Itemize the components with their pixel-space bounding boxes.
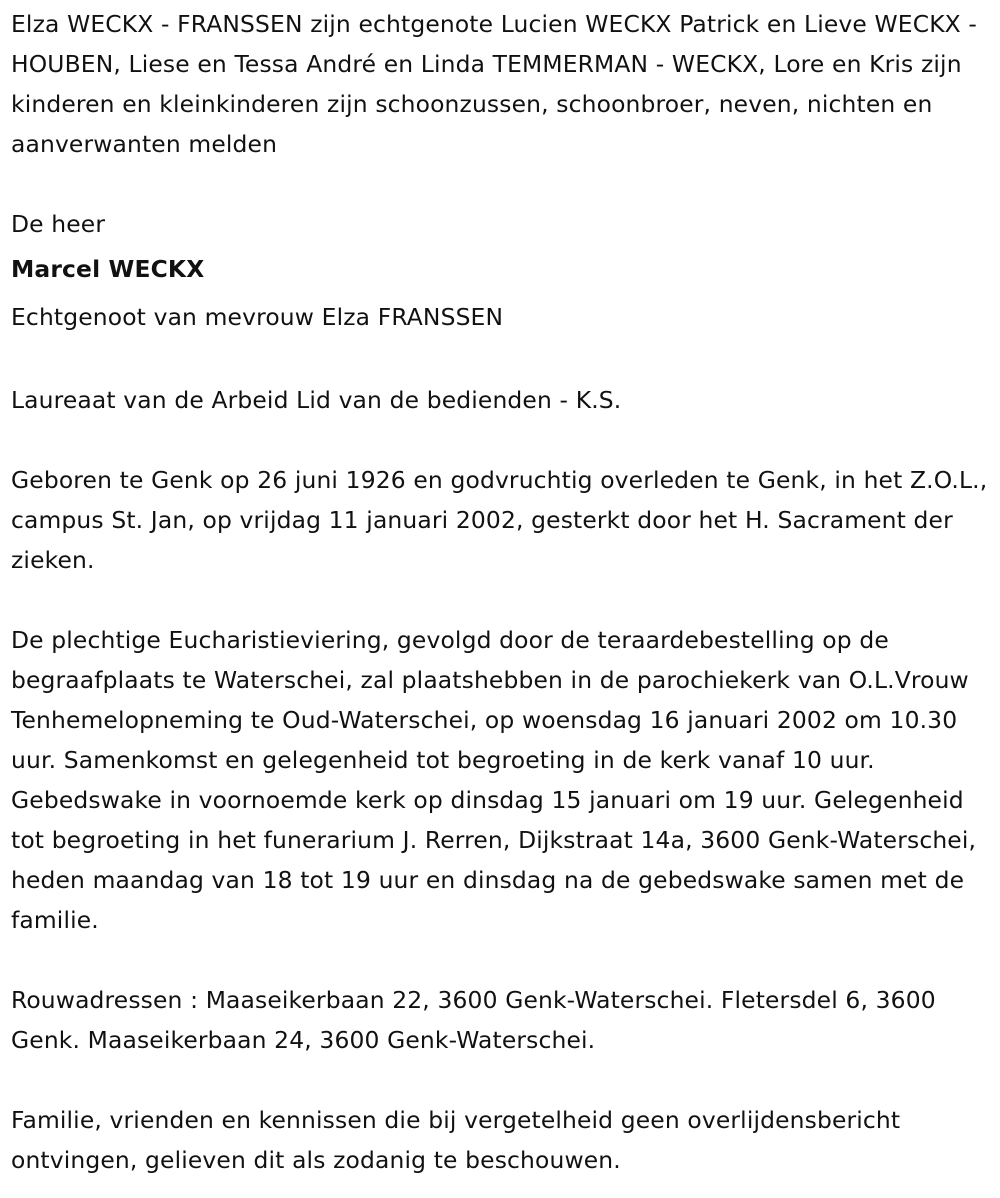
spacer — [11, 340, 992, 380]
honors-line: Laureaat van de Arbeid Lid van de bedienden - K.S. — [11, 386, 622, 414]
spacer — [11, 1060, 992, 1100]
spacer — [11, 940, 992, 980]
ceremony-paragraph: De plechtige Eucharistieviering, gevolgd door de teraardebestelling op de begraafplaats te Waterschei, zal plaatshebben in de parochiekerk van O.L.Vrouw Tenhemelopneming te Oud-Waterschei, op woensdag 16 januari 2002 om 10.30 uur. Samenkomst en gelegenheid tot begroeting in de kerk vanaf 10 uur. Gebedswake in voornoemde kerk op dinsdag 15 januari om 19 uur. Gelegenheid tot begroeting in het funerarium J. Rerren, Dijkstraat 14a, 3600 Genk-Waterschei, heden maandag van 18 tot 19 uur en dinsdag na de gebedswake samen met de familie. — [11, 626, 977, 934]
salutation: De heer — [11, 210, 106, 238]
spacer — [11, 580, 992, 620]
closing-paragraph: Familie, vrienden en kennissen die bij vergetelheid geen overlijdensbericht ontvingen, gelieven dit als zodanig te beschouwen. — [11, 1106, 901, 1174]
family-intro-paragraph: Elza WECKX - FRANSSEN zijn echtgenote Lucien WECKX Patrick en Lieve WECKX - HOUBEN, Liese en Tessa André en Linda TEMMERMAN - WECKX, Lore en Kris zijn kinderen en kleinkinderen zijn schoonzussen, schoonbroer, neven, nichten en aanverwanten melden — [11, 10, 978, 158]
spacer — [11, 420, 992, 460]
spacer — [11, 164, 992, 204]
spouse-line: Echtgenoot van mevrouw Elza FRANSSEN — [11, 303, 504, 331]
addresses-paragraph: Rouwadressen : Maaseikerbaan 22, 3600 Genk-Waterschei. Fletersdel 6, 3600 Genk. Maaseikerbaan 24, 3600 Genk-Waterschei. — [11, 986, 936, 1054]
birth-death-paragraph: Geboren te Genk op 26 juni 1926 en godvruchtig overleden te Genk, in het Z.O.L., campus St. Jan, op vrijdag 11 januari 2002, gesterkt door het H. Sacrament der zieken. — [11, 466, 988, 574]
deceased-name: Marcel WECKX — [11, 255, 205, 283]
